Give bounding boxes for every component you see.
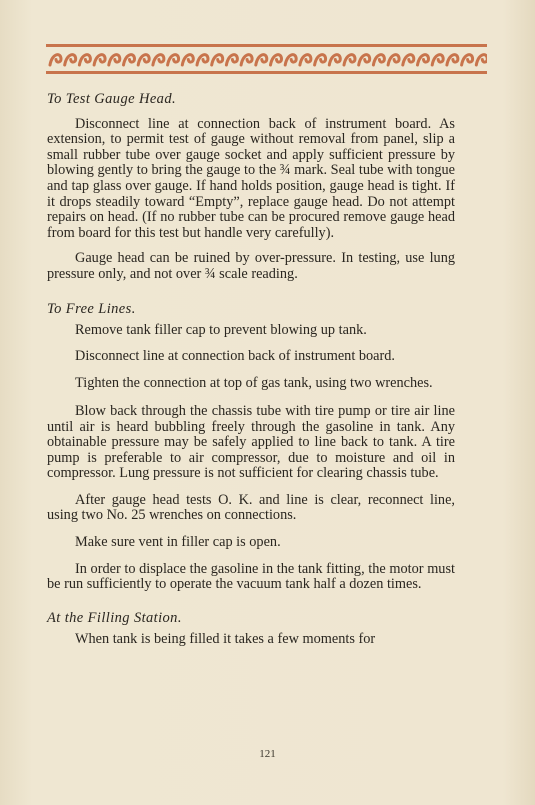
wave-scroll — [285, 55, 296, 65]
wave-scroll — [226, 55, 237, 65]
wave-scroll — [50, 55, 61, 65]
wave-scroll — [109, 55, 120, 65]
wave-scroll — [432, 55, 443, 65]
paragraph: Blow back through the chassis tube with tire pump or tire air line until air is heard bubbling freely through the gasoline in tank. Any obtainable pressure may be safely applied to line back to tank. A tire pump is preferable to air compressor, due to moisture and oil in compressor. Lung pressure is not sufficient for clearing chassis tube. — [47, 402, 455, 482]
paragraph: Gauge head can be ruined by over-pressure. In testing, use lung pressure only, and not over ¾ scale reading. — [47, 250, 455, 282]
wave-scroll — [94, 55, 105, 65]
wave-scroll — [344, 55, 355, 65]
wave-scroll — [329, 55, 340, 65]
wave-scroll — [197, 55, 208, 65]
wave-scroll — [124, 55, 135, 65]
paragraph: When tank is being filled it takes a few moments for — [75, 631, 376, 648]
paragraph: In order to displace the gasoline in the tank fitting, the motor must be run sufficiently to operate the vacuum tank half a dozen times. — [47, 560, 455, 593]
wave-scroll — [241, 55, 252, 65]
wave-scroll — [315, 55, 326, 65]
wave-scroll — [476, 55, 487, 65]
wave-scroll — [168, 55, 179, 65]
wave-scroll — [418, 55, 429, 65]
wave-scroll — [153, 55, 164, 65]
page-content — [47, 92, 455, 648]
wave-scroll — [79, 55, 90, 65]
paragraph: After gauge head tests O. K. and line is clear, reconnect line, using two No. 25 wrenches on connections. — [47, 491, 455, 524]
paragraph: Remove tank filler cap to prevent blowing up tank. — [75, 322, 367, 339]
wave-scroll — [65, 55, 76, 65]
wave-scroll — [359, 55, 370, 65]
heading-filling-station: At the Filling Station. — [47, 609, 182, 626]
page-number: 121 — [259, 748, 276, 760]
paragraph: Tighten the connection at top of gas tank, using two wrenches. — [75, 375, 433, 392]
wave-scroll — [403, 55, 414, 65]
paragraph: Make sure vent in filler cap is open. — [75, 534, 281, 551]
wave-scroll — [182, 55, 193, 65]
wave-scroll — [271, 55, 282, 65]
wave-scroll — [138, 55, 149, 65]
wave-scroll — [373, 55, 384, 65]
wave-scroll — [256, 55, 267, 65]
decorative-wave-border — [46, 44, 487, 74]
wave-scroll — [462, 55, 473, 65]
heading-test-gauge-head: To Test Gauge Head. — [47, 91, 176, 107]
paragraph: Disconnect line at connection back of instrument board. As extension, to permit test of gauge without removal from panel, slip a small rubber tube over gauge socket and apply sufficient pressure by blowing gently to bring the gauge to the ¾ mark. Seal tube with tongue and tap glass over gauge. If hand holds position, gauge head is tight. If it drops steadily toward “Empty”, replace gauge head. Do not attempt repairs on head. (If no rubber tube can be procured remove gauge head from board for this test but handle very carefully). — [47, 115, 455, 241]
wave-scroll — [447, 55, 458, 65]
wave-scroll — [300, 55, 311, 65]
wave-scroll — [388, 55, 399, 65]
heading-free-lines: To Free Lines. — [47, 300, 136, 317]
wave-scroll — [212, 55, 223, 65]
paragraph: Disconnect line at connection back of instrument board. — [75, 347, 395, 364]
